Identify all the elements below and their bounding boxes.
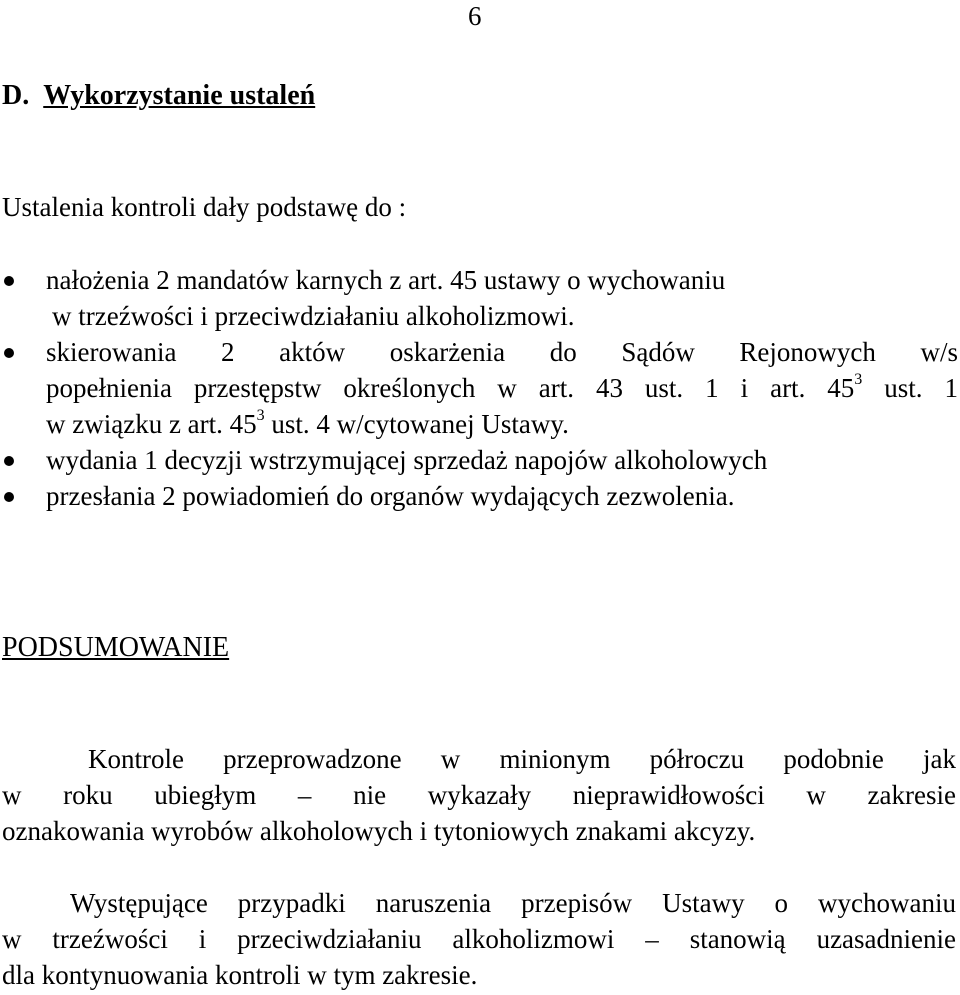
bullet-icon bbox=[4, 276, 14, 286]
section-heading bbox=[2, 78, 315, 114]
paragraph-line: Kontrole przeprowadzone w minionym półroczu podobnie jak bbox=[88, 744, 956, 774]
list-item-line: w związku z art. $45^3$ ust. 4 w/cytowanej Ustawy. bbox=[46, 407, 569, 439]
superscript: 3 bbox=[854, 371, 863, 388]
summary-heading: PODSUMOWANIE bbox=[2, 632, 230, 663]
list-item bbox=[0, 442, 958, 478]
bullet-icon bbox=[4, 492, 14, 502]
list-item-line: skierowania 2 aktów oskarżenia do Sądów Rejonowych w/s bbox=[46, 337, 958, 367]
page-number: 6 bbox=[468, 1, 482, 31]
section-title: Wykorzystanie ustaleń bbox=[43, 80, 316, 111]
bullet-icon bbox=[4, 348, 14, 358]
bullet-icon bbox=[4, 456, 14, 466]
superscript: 3 bbox=[256, 407, 265, 424]
paragraph-line: Występujące przypadki naruszenia przepisów Ustawy o wychowaniu bbox=[70, 888, 956, 918]
list-item bbox=[0, 478, 958, 514]
list-item bbox=[0, 262, 958, 334]
paragraph-line: dla kontynuowania kontroli w tym zakresie. bbox=[2, 960, 478, 990]
list-item-line: wydania 1 decyzji wstrzymującej sprzedaż napojów alkoholowych bbox=[46, 445, 768, 475]
list-item bbox=[0, 334, 958, 442]
paragraph-line: w trzeźwości i przeciwdziałaniu alkoholizmowi – stanowią uzasadnienie bbox=[2, 924, 956, 954]
list-item-line: popełnienia przestępstw określonych w art. 43 ust. 1 i art. $45^3$ ust. 1 bbox=[46, 371, 958, 403]
list-item-line: nałożenia 2 mandatów karnych z art. 45 ustawy o wychowaniu bbox=[46, 265, 726, 295]
paragraph-line: oznakowania wyrobów alkoholowych i tytoniowych znakami akcyzy. bbox=[2, 816, 756, 846]
paragraph-line: w roku ubiegłym – nie wykazały nieprawidłowości w zakresie bbox=[2, 780, 956, 810]
intro-text: Ustalenia kontroli dały podstawę do : bbox=[2, 192, 407, 222]
summary-paragraph-2 bbox=[2, 885, 956, 993]
list-item-line: w trzeźwości i przeciwdziałaniu alkoholizmowi. bbox=[52, 301, 575, 331]
list-item-line: przesłania 2 powiadomień do organów wydających zezwolenia. bbox=[46, 481, 735, 511]
bullet-list bbox=[0, 262, 958, 514]
summary-paragraph-1 bbox=[2, 741, 956, 849]
section-letter: D. bbox=[2, 80, 30, 111]
